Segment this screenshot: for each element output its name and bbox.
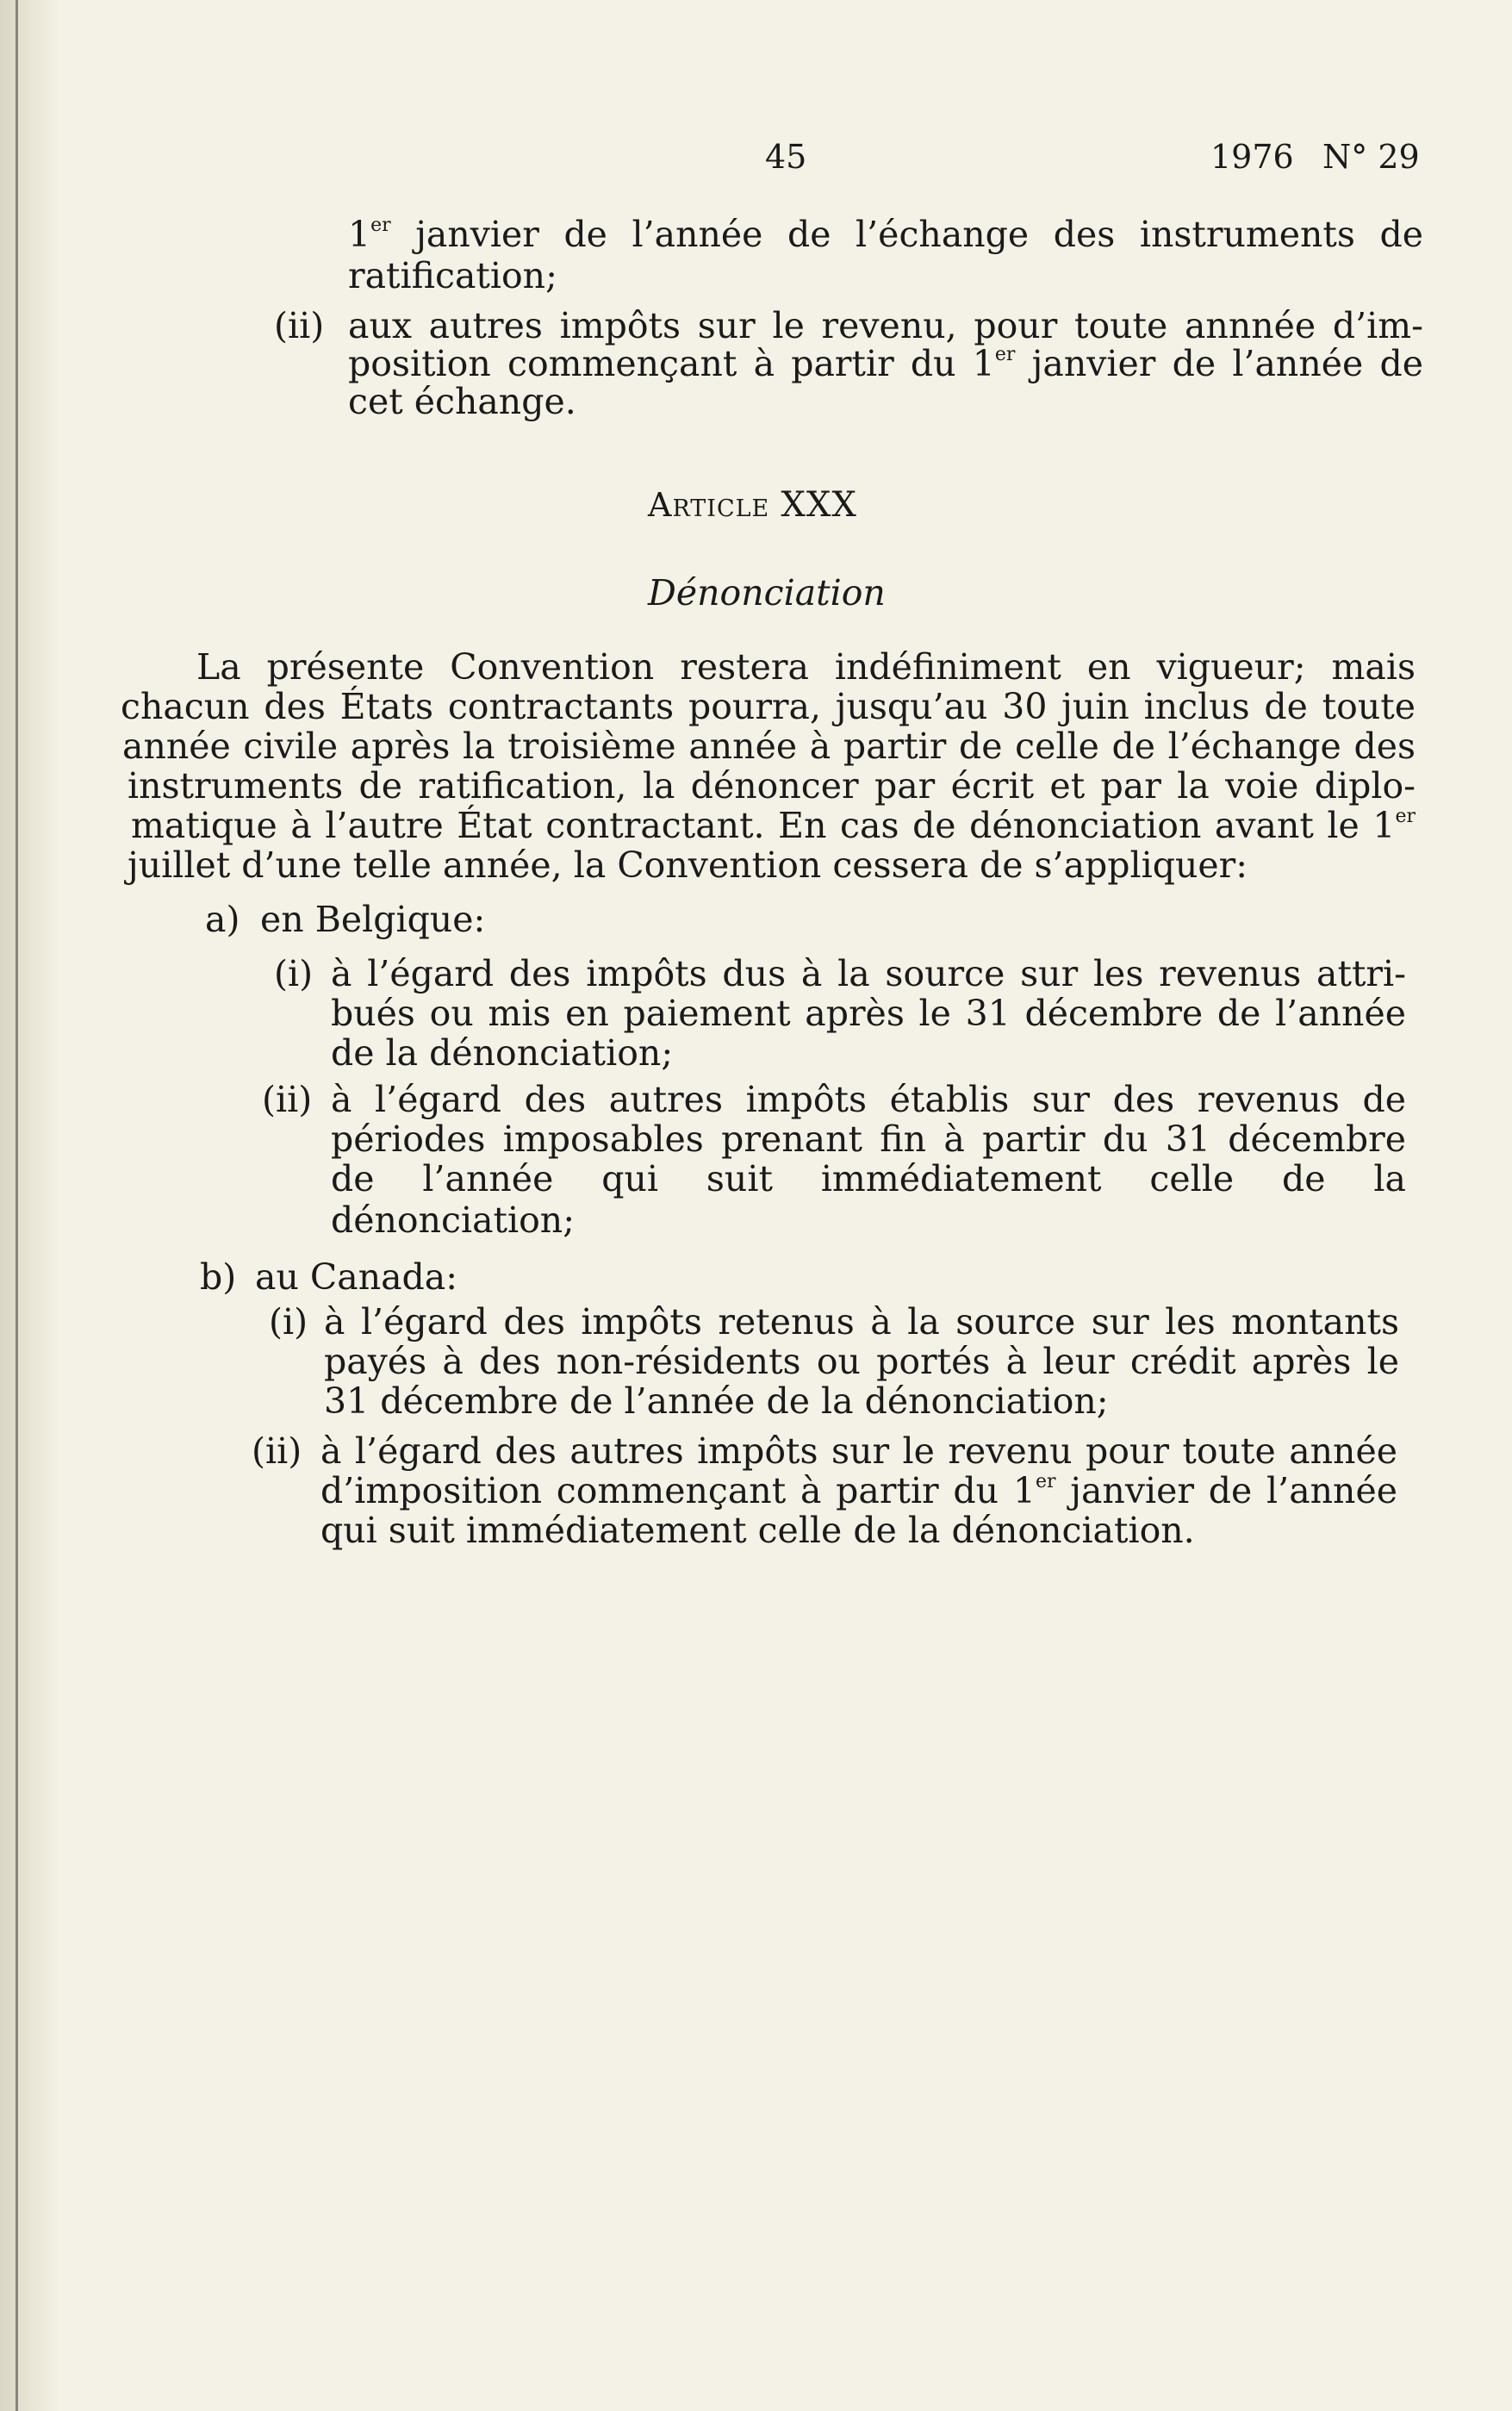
section-a-item-2-line-2: périodes imposables prenant fin à partir du 31 décembre (331, 1118, 1406, 1160)
intro-item-label: (ii) (274, 305, 325, 346)
section-b-item-1-label: (i) (269, 1301, 308, 1343)
section-b-item-2-line-3: qui suit immédiatement celle de la dénonciation. (320, 1510, 1195, 1551)
section-b-item-1-line-3: 31 décembre de l’année de la dénonciation; (324, 1380, 1109, 1422)
section-a-item-1-line-2: bués ou mis en paiement après le 31 décembre de l’année (331, 993, 1406, 1034)
body-line-4: instruments de ratification, la dénoncer par écrit et par la voie diplo- (128, 765, 1416, 807)
intro-line-1: 1er janvier de l’année de l’échange des instruments de (348, 214, 1423, 255)
section-a-item-1-label: (i) (274, 953, 314, 994)
section-b-item-2-line-1: à l’égard des autres impôts sur le revenu pour toute année (320, 1430, 1397, 1472)
header-statute-number: N° 29 (1322, 138, 1420, 176)
header-year: 1976 (1210, 138, 1294, 176)
body-line-1: La présente Convention restera indéfiniment en vigueur; mais (196, 646, 1416, 688)
section-a-item-1-line-3: de la dénonciation; (331, 1032, 674, 1074)
section-a-title: en Belgique: (260, 899, 486, 940)
section-b-item-1-line-2: payés à des non-résidents ou portés à leur crédit après le (324, 1341, 1399, 1382)
section-b-label: b) (200, 1256, 237, 1298)
section-a-item-2-line-1: à l’égard des autres impôts établis sur des revenus de (331, 1079, 1406, 1120)
article-word: Article (648, 486, 770, 524)
body-line-5: matique à l’autre État contractant. En cas de dénonciation avant le 1er (131, 805, 1416, 846)
intro-line-4: position commençant à partir du 1er janvier de l’année de (348, 343, 1423, 384)
section-b-item-2-line-2: d’imposition commençant à partir du 1er janvier de l’année (320, 1470, 1397, 1511)
body-line-3: année civile après la troisième année à partir de celle de l’échange des (122, 726, 1416, 767)
section-b-title: au Canada: (255, 1256, 458, 1298)
body-line-2: chacun des États contractants pourra, jusqu’au 30 juin inclus de toute (121, 686, 1416, 727)
section-a-item-1-line-1: à l’égard des impôts dus à la source sur les revenus attri- (331, 953, 1406, 994)
intro-line-2: ratification; (348, 255, 557, 296)
body-line-6: juillet d’une telle année, la Convention cessera de s’appliquer: (128, 844, 1248, 886)
section-a-item-2-label: (ii) (262, 1079, 313, 1120)
section-a-item-2-line-4: dénonciation; (331, 1199, 576, 1241)
intro-line-5: cet échange. (348, 381, 576, 422)
section-a-label: a) (205, 899, 240, 940)
article-heading (648, 485, 857, 525)
article-number: XXX (781, 485, 857, 525)
page-number: 45 (765, 138, 807, 176)
section-a-item-2-line-3: de l’année qui suit immédiatement celle de la (331, 1158, 1406, 1199)
article-subtitle: Dénonciation (648, 572, 886, 614)
section-b-item-1-line-1: à l’égard des impôts retenus à la source sur les montants (324, 1301, 1399, 1343)
intro-line-3: aux autres impôts sur le revenu, pour toute annnée d’im- (348, 305, 1423, 346)
section-b-item-2-label: (ii) (252, 1430, 302, 1472)
